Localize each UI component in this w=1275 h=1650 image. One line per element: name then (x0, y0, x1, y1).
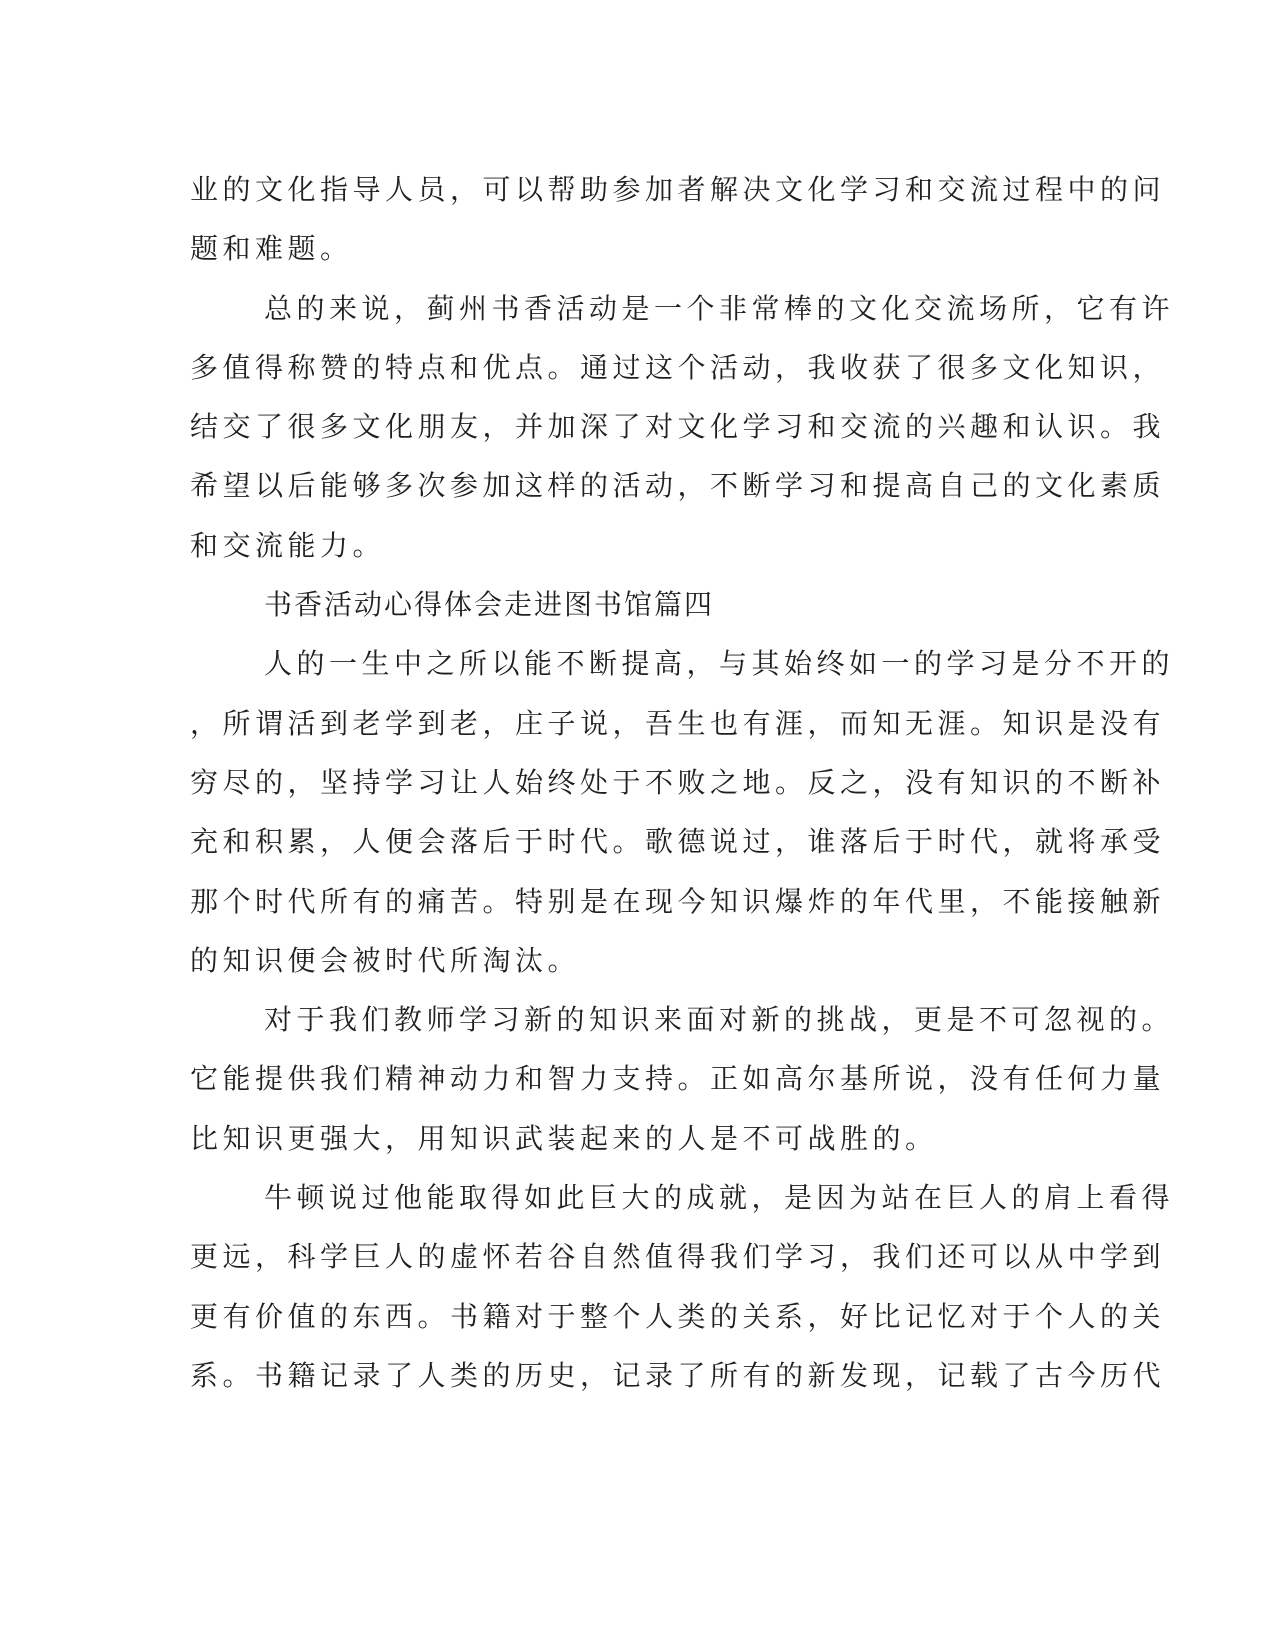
text-line: 充和积累，人便会落后于时代。歌德说过，谁落后于时代，就将承受 (190, 825, 1166, 859)
text-line: 那个时代所有的痛苦。特别是在现今知识爆炸的年代里，不能接触新 (190, 884, 1166, 918)
text-line: 题和难题。 (190, 232, 353, 266)
paragraph-first-line: 总的来说，蓟州书香活动是一个非常棒的文化交流场所，它有许 (264, 291, 1175, 325)
text-line: 结交了很多文化朋友，并加深了对文化学习和交流的兴趣和认识。我 (190, 410, 1166, 444)
paragraph-first-line: 对于我们教师学习新的知识来面对新的挑战，更是不可忽视的。 (264, 1003, 1175, 1037)
text-line: 和交流能力。 (190, 528, 386, 562)
body-text (190, 160, 1175, 1405)
text-line: 的知识便会被时代所淘汰。 (190, 943, 581, 977)
paragraph-first-line: 人的一生中之所以能不断提高，与其始终如一的学习是分不开的 (264, 647, 1175, 681)
paragraph-first-line: 牛顿说过他能取得如此巨大的成就，是因为站在巨人的肩上看得 (264, 1181, 1175, 1215)
text-line: 希望以后能够多次参加这样的活动，不断学习和提高自己的文化素质 (190, 469, 1166, 503)
text-line: 更有价值的东西。书籍对于整个人类的关系，好比记忆对于个人的关 (190, 1299, 1166, 1333)
text-line: 多值得称赞的特点和优点。通过这个活动，我收获了很多文化知识， (190, 350, 1166, 384)
text-line: 系。书籍记录了人类的历史，记录了所有的新发现，记载了古今历代 (190, 1358, 1166, 1392)
text-line: 它能提供我们精神动力和智力支持。正如高尔基所说，没有任何力量 (190, 1062, 1166, 1096)
section-heading: 书香活动心得体会走进图书馆篇四 (264, 588, 715, 622)
text-line: 穷尽的，坚持学习让人始终处于不败之地。反之，没有知识的不断补 (190, 765, 1166, 799)
text-line: 更远，科学巨人的虚怀若谷自然值得我们学习，我们还可以从中学到 (190, 1240, 1166, 1274)
text-line: 比知识更强大，用知识武装起来的人是不可战胜的。 (190, 1121, 938, 1155)
text-line: 业的文化指导人员，可以帮助参加者解决文化学习和交流过程中的问 (190, 173, 1166, 206)
text-line: ，所谓活到老学到老，庄子说，吾生也有涯，而知无涯。知识是没有 (190, 706, 1166, 740)
